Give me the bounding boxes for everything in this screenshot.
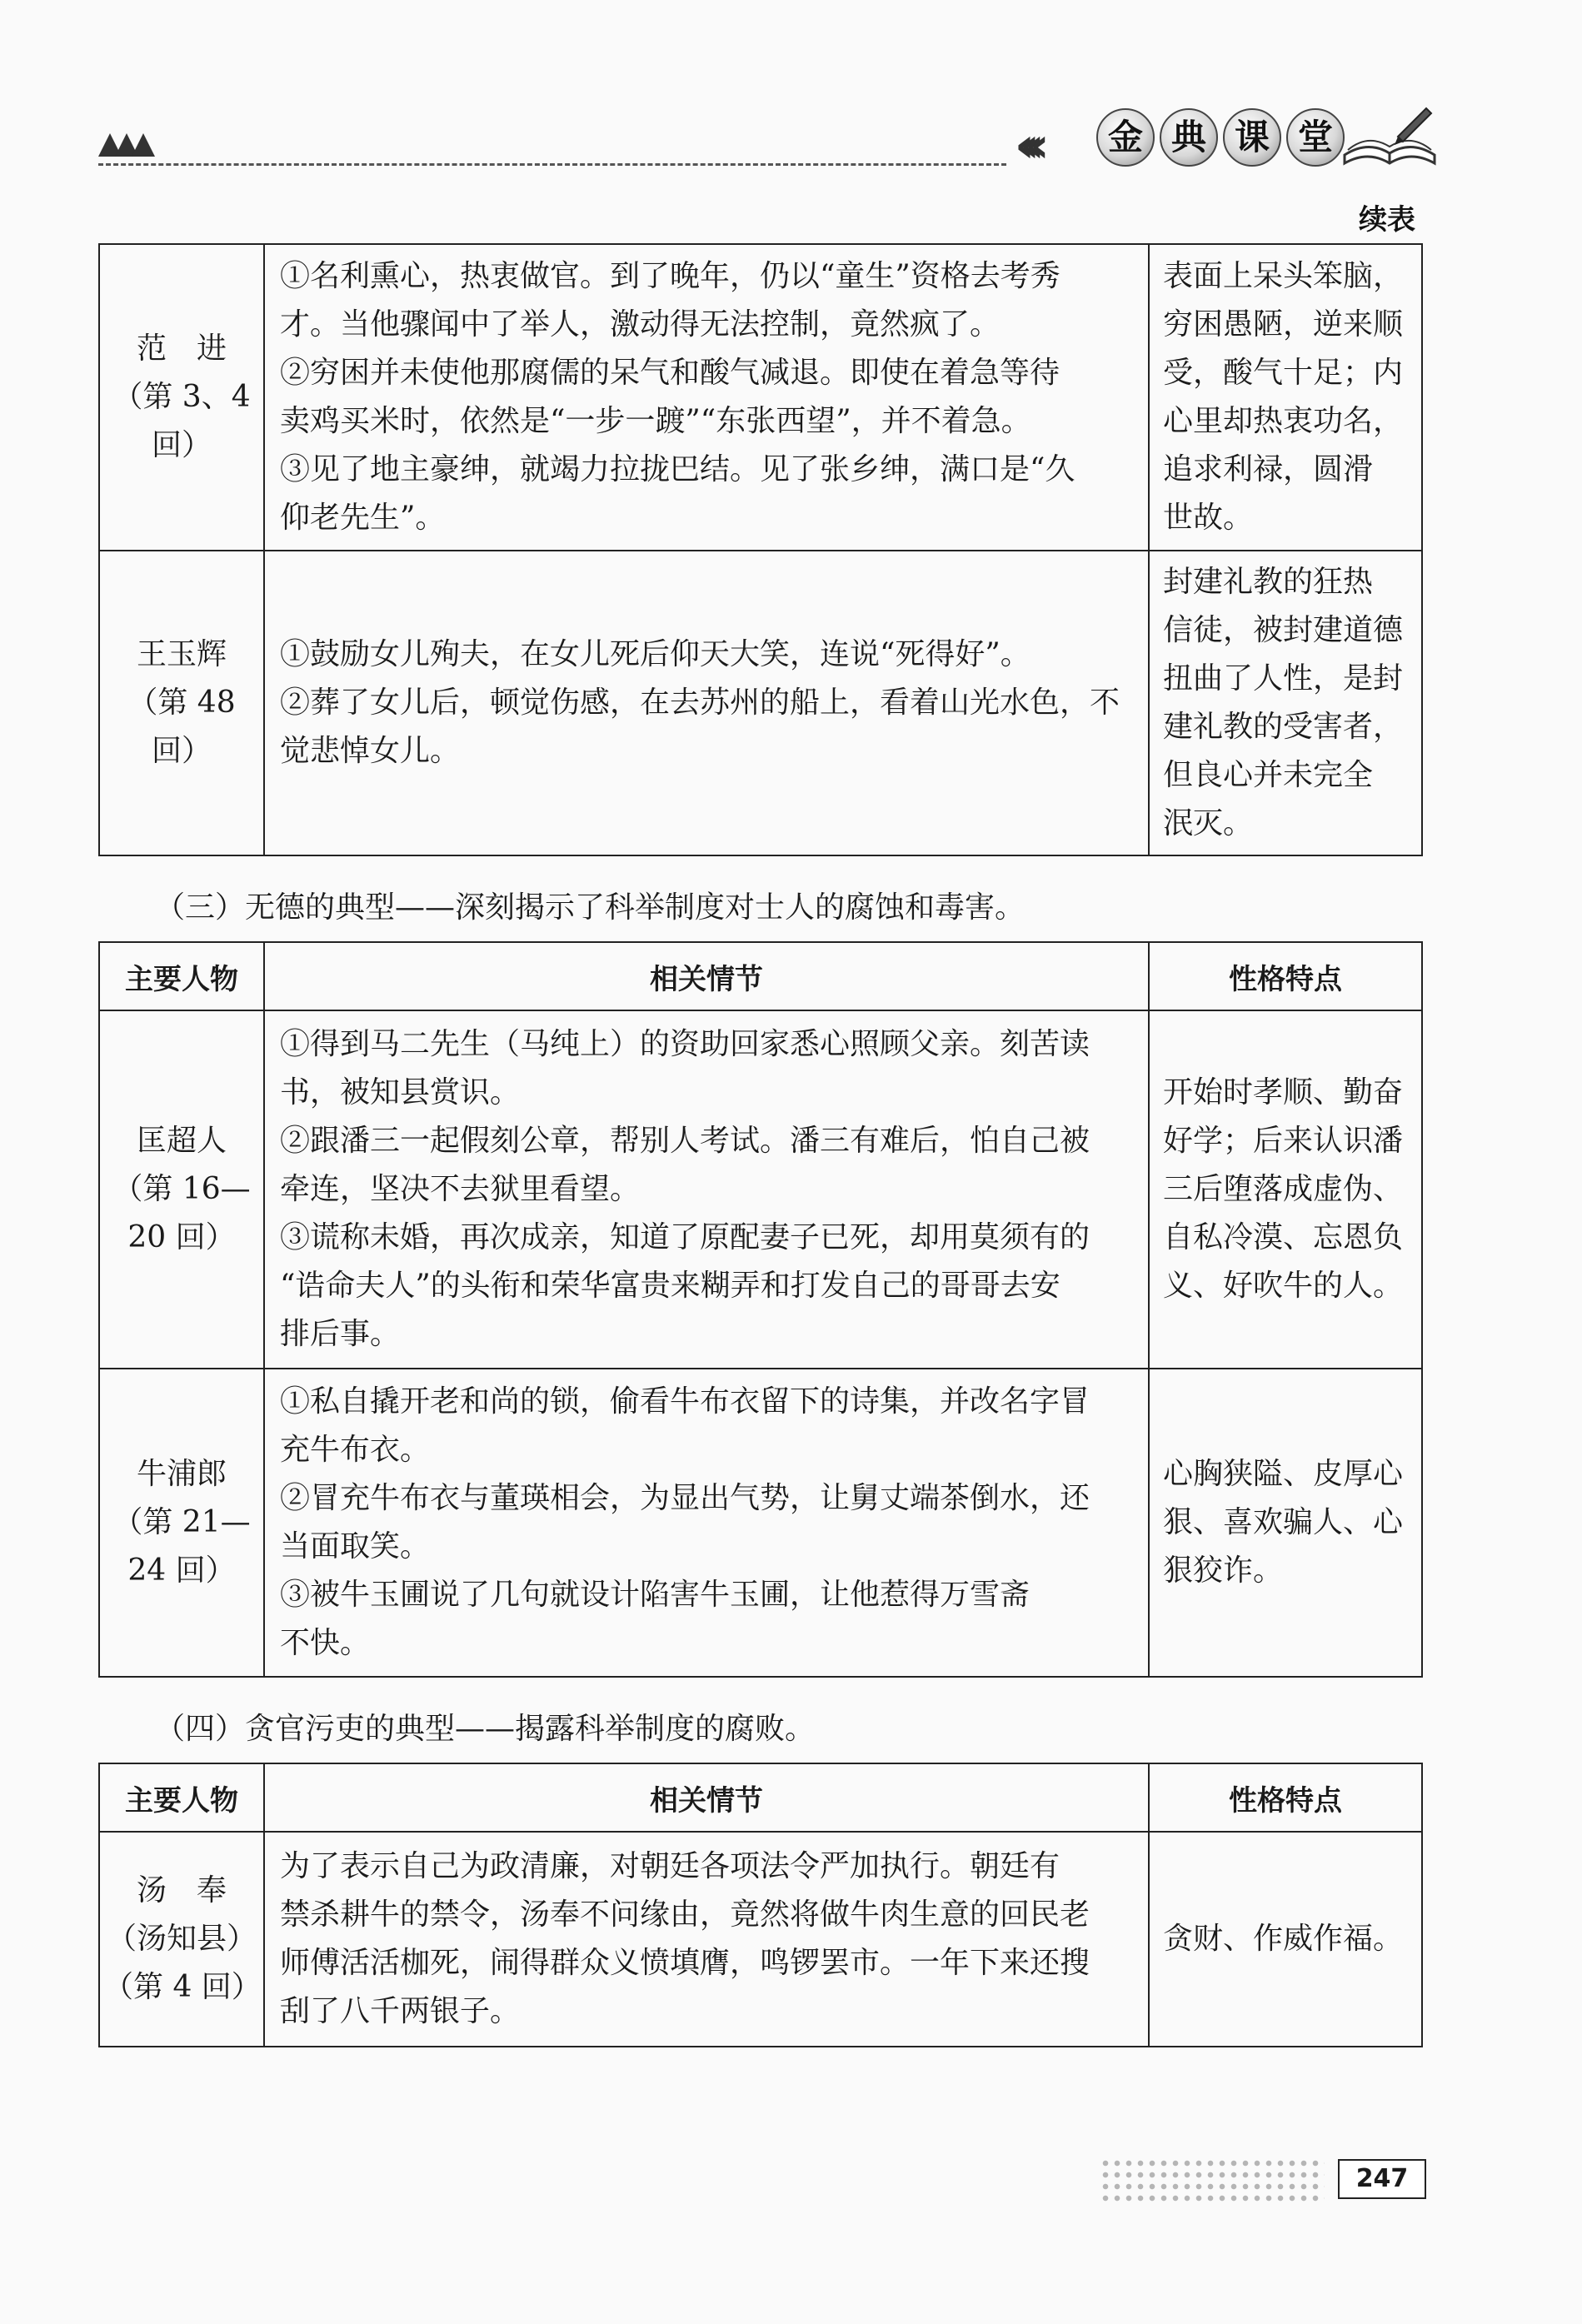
brand-char: 典 xyxy=(1160,108,1218,167)
character-name-cell: 汤 奉 （汤知县） （第 4 回） xyxy=(99,1832,264,2047)
footer-dot-pattern xyxy=(1100,2157,1325,2202)
table-immoral-type xyxy=(98,941,1423,1678)
table-row xyxy=(99,1010,1422,1369)
trait-cell: 心胸狭隘、皮厚心 狠、喜欢骗人、心 狠狡诈。 xyxy=(1149,1369,1422,1677)
plot-cell: ①私自撬开老和尚的锁，偷看牛布衣留下的诗集，并改名字冒 充牛布衣。 ②冒充牛布衣与董瑛相会，为显出气势，让舅丈端茶倒水，还 当面取笑。 ③被牛玉圃说了几句就设计陷害牛玉圃，让他惹得万雪斋 不快。 xyxy=(264,1369,1149,1677)
table-row xyxy=(99,551,1422,855)
trait-cell: 贪财、作威作福。 xyxy=(1149,1832,1422,2047)
table-row xyxy=(99,1832,1422,2047)
triangle-icon xyxy=(132,133,155,157)
column-header: 相关情节 xyxy=(264,942,1149,1010)
column-header: 性格特点 xyxy=(1149,942,1422,1010)
brand-char: 金 xyxy=(1096,108,1155,167)
book-pen-icon xyxy=(1340,103,1440,170)
table-row xyxy=(99,244,1422,551)
column-header: 主要人物 xyxy=(99,942,264,1010)
brand-logo xyxy=(1096,108,1345,167)
section-heading-4: （四）贪官污吏的典型——揭露科举制度的腐败。 xyxy=(155,1712,816,1746)
header-dashed-line xyxy=(98,163,1006,166)
plot-cell: ①名利熏心，热衷做官。到了晚年，仍以“童生”资格去考秀 才。当他骤闻中了举人，激动得无法控制，竟然疯了。 ②穷困并未使他那腐儒的呆气和酸气减退。即使在着急等待 卖鸡买米时，依然是“一步一踱”“东张西望”，并不着急。 ③见了地主豪绅，就竭力拉拢巴结。见了张乡绅，满口是“久 仰老先生”。 xyxy=(264,244,1149,551)
character-name-cell: 王玉辉 （第 48 回） xyxy=(99,551,264,855)
page-header xyxy=(98,108,1465,183)
table-row xyxy=(99,1369,1422,1677)
column-header: 主要人物 xyxy=(99,1763,264,1832)
chevron-left-icon: ‹‹‹‹ xyxy=(1015,117,1035,173)
trait-cell: 表面上呆头笨脑， 穷困愚陋，逆来顺 受，酸气十足；内 心里却热衷功名， 追求利禄，圆滑 世故。 xyxy=(1149,244,1422,551)
table-header-row xyxy=(99,942,1422,1010)
column-header: 相关情节 xyxy=(264,1763,1149,1832)
brand-char: 课 xyxy=(1223,108,1281,167)
character-name-cell: 范 进 （第 3、4 回） xyxy=(99,244,264,551)
section-heading-3: （三）无德的典型——深刻揭示了科举制度对士人的腐蚀和毒害。 xyxy=(155,890,1026,925)
continued-label: 续表 xyxy=(1359,203,1415,237)
table-continued xyxy=(98,243,1423,856)
table-corrupt-official xyxy=(98,1763,1423,2047)
plot-cell: 为了表示自己为政清廉，对朝廷各项法令严加执行。朝廷有 禁杀耕牛的禁令，汤奉不问缘由，竟然将做牛肉生意的回民老 师傅活活枷死，闹得群众义愤填膺，鸣锣罢市。一年下来还搜 刮了八千两银子。 xyxy=(264,1832,1149,2047)
character-name-cell: 牛浦郎 （第 21— 24 回） xyxy=(99,1369,264,1677)
character-name-cell: 匡超人 （第 16— 20 回） xyxy=(99,1010,264,1369)
trait-cell: 开始时孝顺、勤奋 好学；后来认识潘 三后堕落成虚伪、 自私冷漠、忘恩负 义、好吹牛的人。 xyxy=(1149,1010,1422,1369)
page-number: 247 xyxy=(1338,2159,1426,2199)
plot-cell: ①鼓励女儿殉夫，在女儿死后仰天大笑，连说“死得好”。 ②葬了女儿后，顿觉伤感，在去苏州的船上，看着山光水色，不 觉悲悼女儿。 xyxy=(264,551,1149,855)
column-header: 性格特点 xyxy=(1149,1763,1422,1832)
plot-cell: ①得到马二先生（马纯上）的资助回家悉心照顾父亲。刻苦读 书，被知县赏识。 ②跟潘三一起假刻公章，帮别人考试。潘三有难后，怕自己被 牵连，坚决不去狱里看望。 ③谎称未婚，再次成亲，知道了原配妻子已死，却用莫须有的 “诰命夫人”的头衔和荣华富贵来糊弄和打发自己的哥哥去安 排后事。 xyxy=(264,1010,1149,1369)
table-header-row xyxy=(99,1763,1422,1832)
brand-char: 堂 xyxy=(1286,108,1345,167)
trait-cell: 封建礼教的狂热 信徒，被封建道德 扭曲了人性，是封 建礼教的受害者， 但良心并未完全 泯灭。 xyxy=(1149,551,1422,855)
